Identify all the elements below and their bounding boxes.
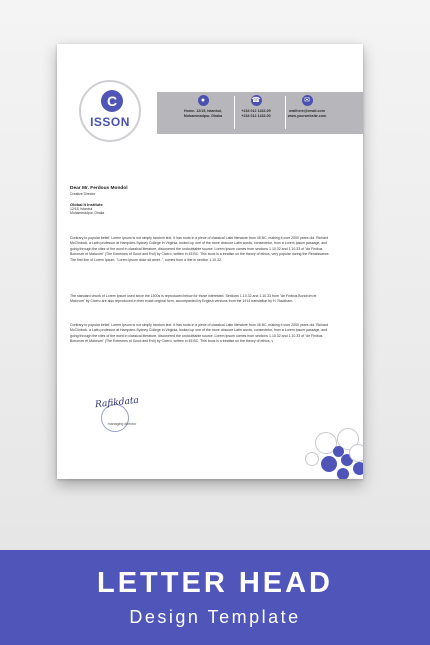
- location-pin-icon: ●: [198, 95, 209, 106]
- mail-icon: ✉: [302, 95, 313, 106]
- banner-title: LETTER HEAD: [97, 567, 333, 599]
- decor-circle: [337, 468, 349, 479]
- signature-block: [93, 396, 151, 436]
- body-paragraph-1: Contrary to popular belief, Lorem Ipsum is not simply random text. It has roots in a piece of classical Latin literature from 45 BC, making it over 2000 years old. Richard McClintock, a Latin professor at Hampden-Sydney College in Virginia, looked up one of the more obscure Latin words, consectetur, from a Lorem Ipsum passage, and going through the cites of the word in classical literature, discovered the undoubtable source. Lorem Ipsum comes from sections 1.10.32 and 1.10.33 of "de Finibus Bonorum et Malorum" (The Extremes of Good and Evil) by Cicero, written in 45 BC. This book is a treatise on the theory of ethics, very popular during the Renaissance. The first line of Lorem Ipsum, "Lorem ipsum dolor sit amet..", comes from a line in section 1.10.32.: [70, 236, 330, 262]
- title-banner: [0, 550, 430, 645]
- decor-circle: [305, 452, 319, 466]
- logo-text: ISSON: [90, 115, 130, 129]
- address-line-2: Mohammadpur, Dhaka: [183, 114, 223, 118]
- company-logo: [79, 80, 141, 142]
- signature-caption: managing director: [107, 422, 137, 426]
- logo-mark-letter: C: [106, 93, 118, 109]
- decor-circle: [349, 444, 363, 462]
- contact-address: [173, 92, 233, 134]
- recipient-address-line-2: Mohammadpur, Dhaka: [70, 211, 105, 215]
- phone-line-1: +234 012 1432-09: [241, 109, 271, 113]
- decor-circle: [353, 462, 363, 475]
- body-paragraph-2: The standard chunk of Lorem Ipsum used since the 1500s is reproduced below for those interested. Sections 1.10.32 and 1.10.33 from "de Finibus Bonorum et Malorum" by Cicero are also reproduced in their exact original form, accompanied by English versions from the 1914 translation by H. Rackham.: [70, 294, 317, 304]
- phone-line-2: +234 012 1432-00: [241, 114, 271, 118]
- letterhead-sheet: [57, 44, 363, 479]
- email-line: mailhere@email.com: [289, 109, 325, 113]
- recipient-company: Global It Institute: [70, 201, 103, 207]
- recipient-address-line-1: 12/15, Istanbul: [70, 206, 93, 211]
- address-line-1: Home- 12/15, Istanbul,: [184, 109, 222, 113]
- phone-icon: ☎: [251, 97, 261, 104]
- logo-mark: [101, 90, 123, 112]
- body-paragraph-3: Contrary to popular belief, Lorem Ipsum is not simply random text. It has roots in a piece of classical Latin literature from 45 BC, making it over 2000 years old. Richard McClintock, a Latin professor at Hampden-Sydney College in Virginia, looked up one of the more obscure Latin words, consectetur, from a Lorem Ipsum passage, and going through the cites of the word in classical literature, discovered the undoubtable source. Lorem Ipsum comes from sections 1.10.32 and 1.10.33 of "de Finibus Bonorum et Malorum" (The Extremes of Good and Evil) by Cicero, written in 45 BC. This book is a treatise on the theory of ethics, v: [70, 323, 329, 344]
- recipient-block: [70, 186, 270, 216]
- website-line: www.yourwebsite.com: [287, 114, 327, 118]
- signature-script: Rafikdata: [94, 395, 140, 411]
- recipient-name: Dear Mr. Ferdous Mondol: [70, 186, 128, 191]
- decor-circle: [321, 456, 337, 472]
- contact-web: [277, 92, 337, 134]
- banner-subtitle: Design Template: [129, 607, 301, 627]
- recipient-role: Creative Director: [70, 192, 96, 196]
